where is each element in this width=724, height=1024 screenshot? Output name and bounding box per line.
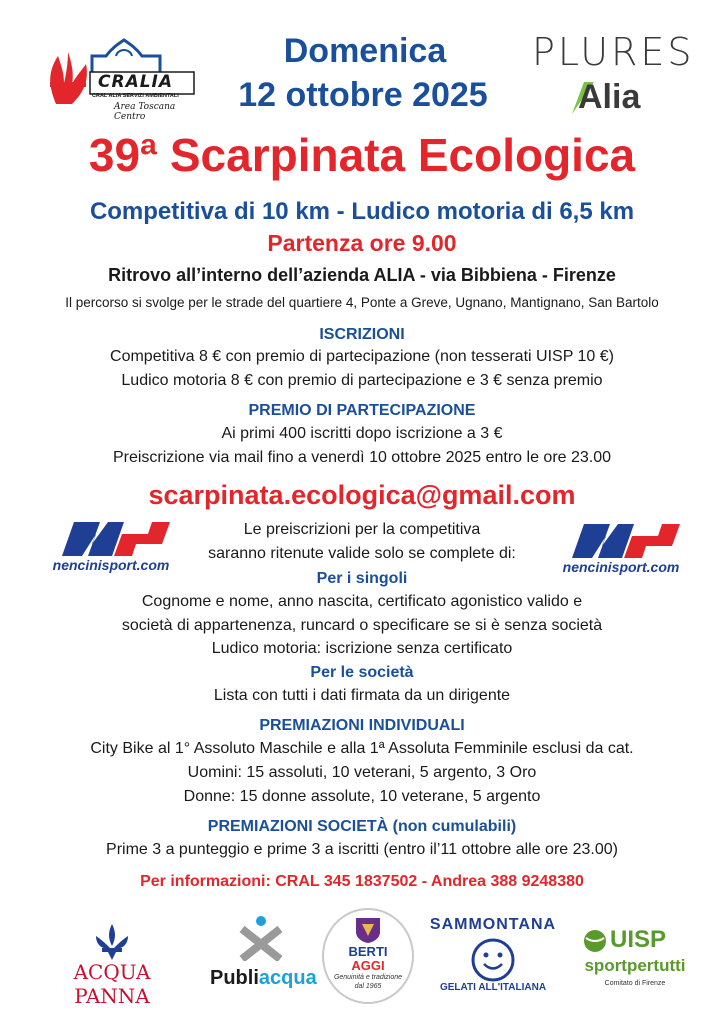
- plures-logo: PLURES: [532, 30, 695, 74]
- event-start-time: Partenza ore 9.00: [267, 230, 457, 256]
- event-distances: Competitiva di 10 km - Ludico motoria di 6,5 km: [89, 198, 635, 225]
- premio-line-2: Preiscrizione via mail fino a venerdì 10 ottobre 2025 entro le ore 23.00: [112, 449, 612, 466]
- sponsor-berti-aggi: [322, 908, 414, 1004]
- sponsor-uisp: [580, 926, 690, 996]
- preiscrizioni-line-2: saranno ritenute valide solo se complete di:: [208, 545, 516, 562]
- info-contacts: Per informazioni: CRAL 345 1837502 - Andrea 388 9248380: [140, 873, 584, 890]
- uisp-sub-text: sportpertutti: [584, 956, 686, 975]
- sponsor-sammontana: [428, 910, 558, 998]
- berti-text: BERTI: [348, 944, 388, 959]
- event-route: Il percorso si svolge per le strade del quartiere 4, Ponte a Greve, Ugnano, Mantignano, San Bartolo: [65, 295, 659, 310]
- berti-since: dal 1965: [354, 983, 382, 990]
- premiazioni-individuali-line-1: City Bike al 1° Assoluto Maschile e alla 1ª Assoluta Femminile esclusi da cat.: [90, 740, 634, 757]
- sponsor-publiacqua: [210, 915, 317, 995]
- sammontana-sub-2: ALL'ITALIANA: [478, 982, 547, 993]
- premiazioni-individuali-line-3: Donne: 15 donne assolute, 10 veterane, 5 argento: [183, 788, 541, 805]
- societa-heading: Per le società: [310, 664, 414, 681]
- iscrizioni-line-2: Ludico motoria 8 € con premio di partecipazione e 3 € senza premio: [121, 372, 603, 389]
- cral-logo-area: Area Toscana Centro: [114, 102, 176, 122]
- singoli-heading: Per i singoli: [316, 570, 408, 587]
- publiacqua-mark-icon: [236, 915, 286, 961]
- event-meeting-point: Ritrovo all’interno dell’azienda ALIA - via Bibbiena - Firenze: [108, 265, 616, 285]
- berti-tagline: Genuinità e tradizione: [333, 974, 403, 981]
- premiazioni-societa-line-1: Prime 3 a punteggio e prime 3 a iscritti (entro il’11 ottobre alle ore 23.00): [106, 841, 618, 858]
- cral-logo-name: CRALIA: [98, 72, 174, 92]
- singoli-line-3: Ludico motoria: iscrizione senza certificato: [211, 640, 513, 657]
- nencini-site-right: nencinisport.com: [562, 559, 680, 575]
- preiscrizioni-line-1: Le preiscrizioni per la competitiva: [243, 521, 481, 538]
- acqua-panna-text: ACQUA PANNA: [73, 960, 151, 1008]
- singoli-line-2: società di appartenenza, runcard o specificare se si è senza società: [121, 617, 603, 634]
- uisp-text: UISP: [610, 926, 667, 953]
- event-title: 39ª Scarpinata Ecologica: [88, 129, 636, 181]
- coat-of-arms-icon: [352, 916, 384, 944]
- cral-alia-logo: [42, 34, 202, 120]
- societa-line-1: Lista con tutti i dati firmata da un dirigente: [213, 687, 511, 704]
- singoli-line-1: Cognome e nome, anno nascita, certificato agonistico valido e: [141, 593, 583, 610]
- alia-logo: [570, 78, 660, 118]
- premio-line-1: Ai primi 400 iscritti dopo iscrizione a 3 €: [221, 425, 503, 442]
- premiazioni-individuali-heading: PREMIAZIONI INDIVIDUALI: [259, 717, 465, 734]
- publiacqua-text-a: Publi: [210, 967, 259, 989]
- sammontana-sub-1: GELATI: [439, 982, 476, 993]
- uisp-globe-icon: [582, 928, 608, 954]
- publiacqua-text-b: acqua: [258, 967, 317, 989]
- premiazioni-societa-heading: PREMIAZIONI SOCIETÀ (non cumulabili): [207, 818, 517, 835]
- premio-heading: PREMIO DI PARTECIPAZIONE: [248, 402, 476, 419]
- iscrizioni-heading: ISCRIZIONI: [319, 326, 405, 343]
- contact-email[interactable]: scarpinata.ecologica@gmail.com: [148, 480, 576, 510]
- premiazioni-individuali-line-2: Uomini: 15 assoluti, 10 veterani, 5 argento, 3 Oro: [187, 764, 537, 781]
- alia-logo-text: Alia: [578, 78, 641, 116]
- iscrizioni-line-1: Competitiva 8 € con premio di partecipazione (non tesserati UISP 10 €): [110, 348, 614, 365]
- florence-lily-icon: [92, 922, 132, 962]
- cral-logo-subtitle: CRAL ALIA SERVIZI AMBIENTALI: [92, 93, 179, 99]
- date-full: 12 ottobre 2025: [238, 76, 488, 114]
- sammontana-text: SAMMONTANA: [429, 916, 557, 933]
- sponsor-acqua-panna: [34, 922, 190, 1008]
- nencini-site-left: nencinisport.com: [52, 557, 170, 573]
- date-weekday: Domenica: [283, 32, 447, 70]
- uisp-committee: Comitato di Firenze: [604, 980, 666, 987]
- aggi-text: AGGI: [351, 958, 385, 973]
